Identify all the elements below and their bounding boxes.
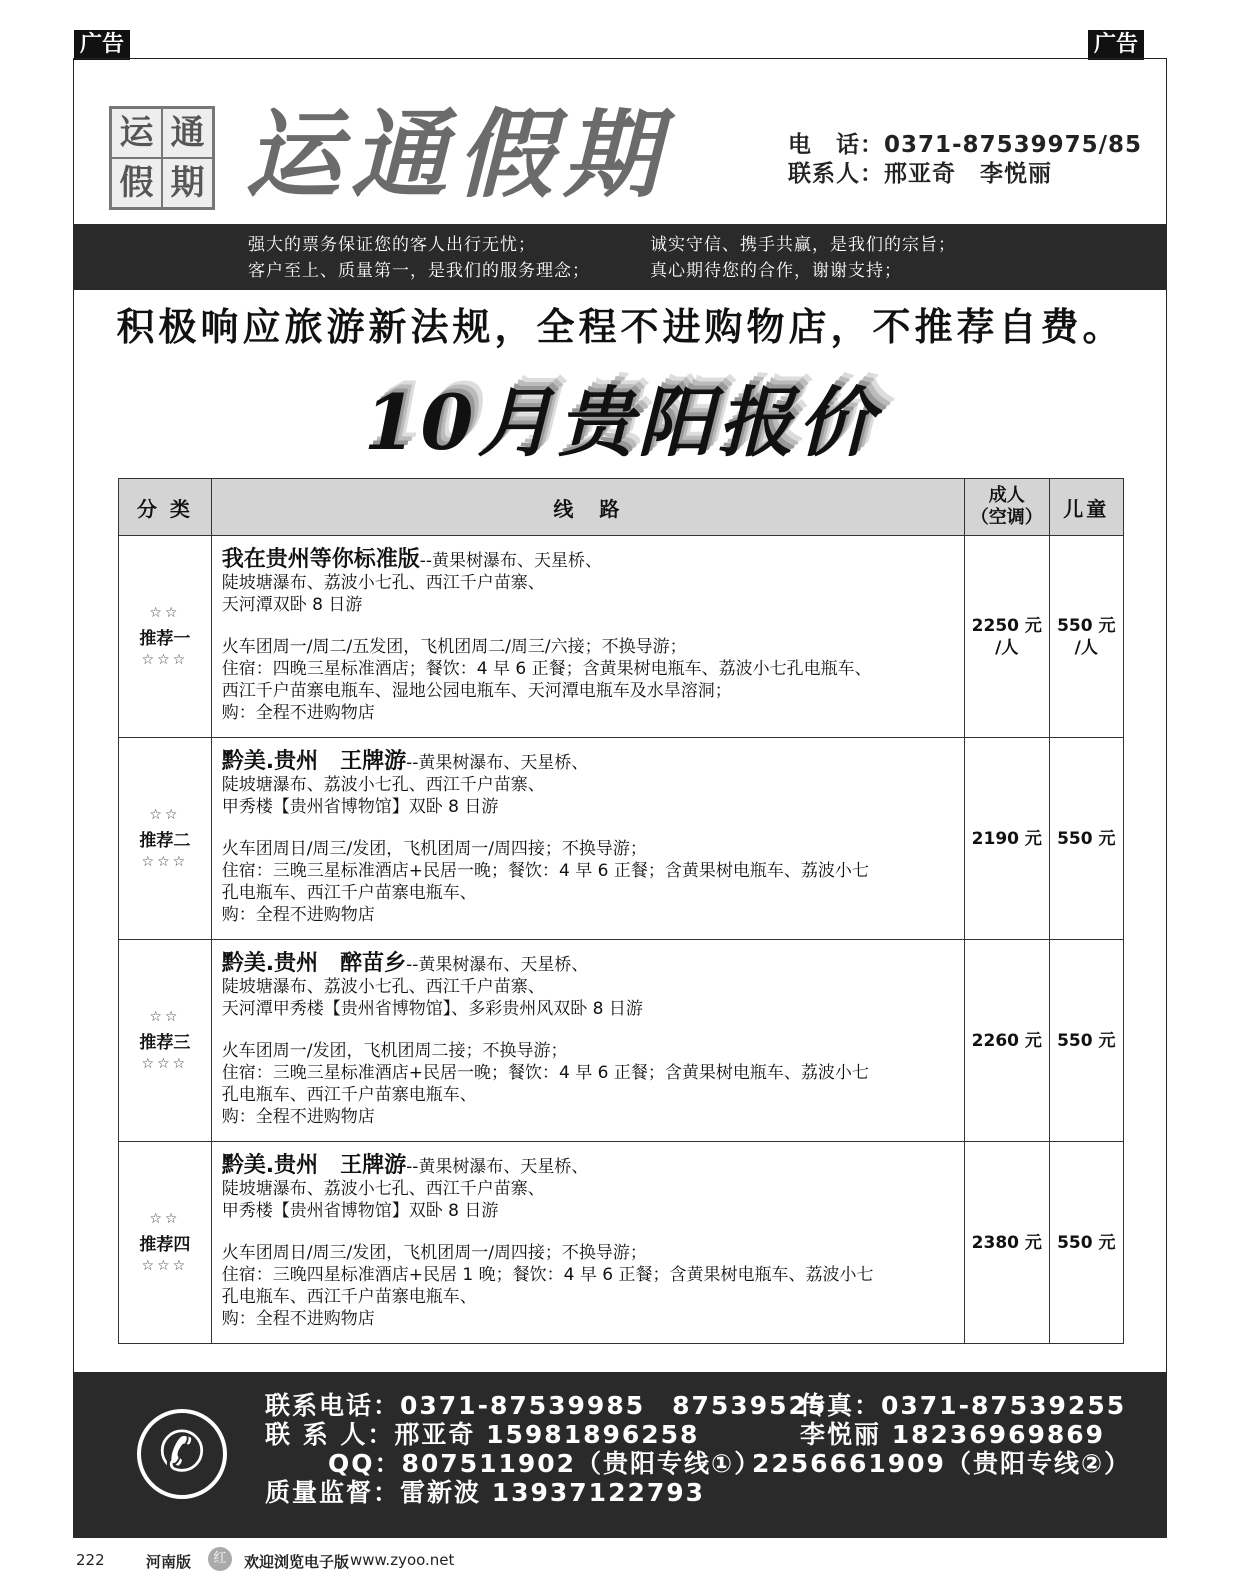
page-title: 10月贵阳报价: [363, 378, 878, 467]
route-line-3: 甲秀楼【贵州省博物馆】双卧 8 日游: [221, 1201, 499, 1221]
header-category: 分 类: [119, 479, 212, 536]
category-label: 推荐四: [139, 1235, 191, 1255]
route-detail-3: 西江千户苗寨电瓶车、湿地公园电瓶车、天河潭电瓶车及水旱溶洞；: [221, 681, 732, 701]
adult-price-cell: [964, 536, 1049, 738]
brand-contacts: 联系人：邢亚奇 李悦丽: [788, 161, 1052, 187]
route-line-3: 天河潭甲秀楼【贵州省博物馆】、多彩贵州风双卧 8 日游: [221, 999, 643, 1019]
route-desc: --黄果树瀑布、天星桥、: [419, 551, 603, 571]
category-label: 推荐三: [139, 1033, 191, 1053]
route-detail-3: 孔电瓶车、西江千户苗寨电瓶车、: [221, 1287, 477, 1307]
route-detail-4: 购：全程不进购物店: [221, 1309, 375, 1329]
route-line-2: 陡坡塘瀑布、荔波小七孔、西江千户苗寨、: [221, 977, 545, 997]
child-price: 550 元: [1057, 1030, 1116, 1051]
stars-top: ☆☆: [149, 605, 181, 621]
route-line-3: 甲秀楼【贵州省博物馆】双卧 8 日游: [221, 797, 499, 817]
child-price: 550 元: [1057, 828, 1116, 849]
logo-char-1: 运: [112, 109, 161, 157]
stars-bottom: ☆☆☆: [141, 854, 189, 870]
route-detail-4: 购：全程不进购物店: [221, 1107, 375, 1127]
slogan-left-2: 客户至上、质量第一，是我们的服务理念；: [248, 261, 590, 281]
route-name: 黔美.贵州 王牌游: [221, 1153, 407, 1178]
stars-bottom: ☆☆☆: [141, 652, 189, 668]
footer-contact-2: 李悦丽 18236969869: [800, 1420, 1106, 1449]
route-detail-1: 火车团周日/周三/发团，飞机团周一/周四接；不换导游；: [221, 839, 647, 859]
route-name: 黔美.贵州 王牌游: [221, 749, 407, 774]
route-line-1: [222, 953, 954, 976]
routes-table: [118, 478, 1124, 1344]
edition-mark: 红: [208, 1547, 232, 1571]
footer-qq-2: 2256661909（贵阳专线②）: [752, 1449, 1132, 1478]
stars-bottom: ☆☆☆: [141, 1258, 189, 1274]
brand-phone: 电 话：0371-87539975/85: [788, 132, 1142, 158]
route-line-1: [222, 751, 954, 774]
child-price-cell: [1049, 738, 1123, 940]
page-number: 222: [76, 1551, 105, 1569]
table-row: [119, 536, 1124, 738]
route-cell: [211, 536, 964, 738]
category-cell: [119, 738, 212, 940]
brand-name: 运通假期: [245, 98, 669, 211]
route-desc: --黄果树瀑布、天星桥、: [406, 753, 589, 773]
phone-icon: ✆: [137, 1409, 227, 1499]
header-adult-note: （空调）: [970, 507, 1043, 528]
child-price-cell: [1049, 940, 1123, 1142]
category-cell: [119, 1142, 212, 1344]
header-adult: [964, 479, 1049, 536]
header-route: 线 路: [211, 479, 964, 536]
category-cell: [119, 940, 212, 1142]
route-cell: [211, 738, 964, 940]
adult-price-cell: [964, 738, 1049, 940]
spacer: [222, 1222, 954, 1242]
category-label: 推荐一: [139, 629, 191, 649]
route-detail-1: 火车团周一/周二/五发团，飞机团周二/周三/六接；不换导游；: [221, 637, 687, 657]
ad-tag-left: 广告: [74, 30, 130, 60]
footer-fax: 传真：0371-87539255: [800, 1391, 1127, 1420]
route-detail-4: 购：全程不进购物店: [221, 703, 375, 723]
child-price-unit: /人: [1074, 637, 1098, 658]
category-label: 推荐二: [139, 831, 191, 851]
adult-price-unit: /人: [995, 637, 1019, 658]
table-header-row: [119, 479, 1124, 536]
route-detail-1: 火车团周一/发团，飞机团周二接；不换导游；: [221, 1041, 568, 1061]
child-price: 550 元: [1057, 615, 1116, 636]
route-line-3: 天河潭双卧 8 日游: [221, 595, 363, 615]
slogan-left-1: 强大的票务保证您的客人出行无忧；: [248, 235, 536, 255]
logo-char-2: 通: [163, 109, 212, 157]
category-cell: [119, 536, 212, 738]
route-line-2: 陡坡塘瀑布、荔波小七孔、西江千户苗寨、: [221, 573, 545, 593]
stars-bottom: ☆☆☆: [141, 1056, 189, 1072]
route-detail-3: 孔电瓶车、西江千户苗寨电瓶车、: [221, 883, 477, 903]
headline: 积极响应旅游新法规，全程不进购物店，不推荐自费。: [116, 305, 1125, 349]
stars-top: ☆☆: [149, 1009, 181, 1025]
route-name: 黔美.贵州 醉苗乡: [221, 951, 407, 976]
table-row: [119, 1142, 1124, 1344]
slogan-band: [73, 224, 1167, 290]
route-detail-1: 火车团周日/周三/发团，飞机团周一/周四接；不换导游；: [221, 1243, 647, 1263]
route-detail-4: 购：全程不进购物店: [221, 905, 375, 925]
route-line-1: [222, 549, 954, 572]
adult-price-cell: [964, 1142, 1049, 1344]
table-row: [119, 940, 1124, 1142]
adult-price: 2250 元: [971, 615, 1042, 636]
route-cell: [211, 1142, 964, 1344]
child-price-cell: [1049, 536, 1123, 738]
edition-label: 河南版: [146, 1553, 192, 1571]
route-line-2: 陡坡塘瀑布、荔波小七孔、西江千户苗寨、: [221, 775, 545, 795]
footer-supervisor: 质量监督：雷新波 13937122793: [265, 1478, 706, 1507]
adult-price: 2380 元: [971, 1232, 1042, 1253]
footer-qq-1: QQ：807511902（贵阳专线①）: [328, 1449, 762, 1478]
route-detail-2: 住宿：三晚三星标准酒店+民居一晚；餐饮：4 早 6 正餐；含黄果树电瓶车、荔波小七: [221, 861, 869, 881]
route-detail-3: 孔电瓶车、西江千户苗寨电瓶车、: [221, 1085, 477, 1105]
route-detail-2: 住宿：三晚三星标准酒店+民居一晚；餐饮：4 早 6 正餐；含黄果树电瓶车、荔波小七: [221, 1063, 869, 1083]
brand-logo: [109, 106, 215, 210]
route-detail-2: 住宿：三晚四星标准酒店+民居 1 晚；餐饮：4 早 6 正餐；含黄果树电瓶车、荔波小七: [221, 1265, 874, 1285]
child-price: 550 元: [1057, 1232, 1116, 1253]
child-price-cell: [1049, 1142, 1123, 1344]
spacer: [222, 616, 954, 636]
route-detail-2: 住宿：四晚三星标准酒店；餐饮：4 早 6 正餐；含黄果树电瓶车、荔波小七孔电瓶车、: [221, 659, 872, 679]
stars-top: ☆☆: [149, 807, 181, 823]
footer-contact-1: 联 系 人：邢亚奇 15981896258: [265, 1420, 700, 1449]
footer-phone: 联系电话：0371-87539985 87539525: [265, 1391, 828, 1420]
spacer: [222, 818, 954, 838]
logo-char-3: 假: [112, 159, 161, 207]
header-adult-label: 成人: [988, 485, 1025, 506]
adult-price: 2260 元: [971, 1030, 1042, 1051]
route-line-1: [222, 1155, 954, 1178]
table-row: [119, 738, 1124, 940]
route-name: 我在贵州等你标准版: [221, 547, 420, 572]
route-cell: [211, 940, 964, 1142]
stars-top: ☆☆: [149, 1211, 181, 1227]
spacer: [222, 1020, 954, 1040]
adult-price: 2190 元: [971, 828, 1042, 849]
route-desc: --黄果树瀑布、天星桥、: [406, 955, 589, 975]
ad-tag-right: 广告: [1088, 30, 1144, 60]
site-link[interactable]: www.zyoo.net: [350, 1551, 455, 1569]
header-child: 儿童: [1049, 479, 1123, 536]
slogan-right-2: 真心期待您的合作，谢谢支持；: [650, 261, 902, 281]
adult-price-cell: [964, 940, 1049, 1142]
logo-char-4: 期: [163, 159, 212, 207]
route-line-2: 陡坡塘瀑布、荔波小七孔、西江千户苗寨、: [221, 1179, 545, 1199]
slogan-right-1: 诚实守信、携手共赢，是我们的宗旨；: [650, 235, 956, 255]
welcome-text: 欢迎浏览电子版: [244, 1553, 350, 1571]
route-desc: --黄果树瀑布、天星桥、: [406, 1157, 589, 1177]
